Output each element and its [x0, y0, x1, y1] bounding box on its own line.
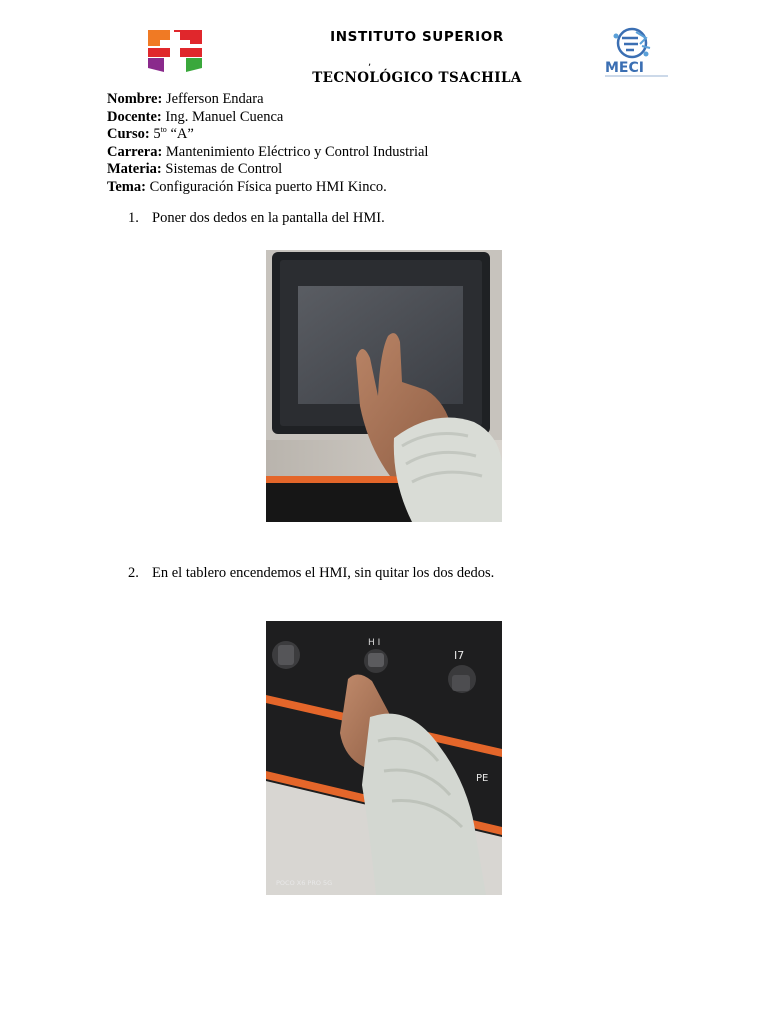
- step-text: Poner dos dedos en la pantalla del HMI.: [152, 210, 385, 226]
- info-row-docente: [107, 109, 428, 127]
- info-row-materia: [107, 161, 428, 179]
- meci-logo: [602, 26, 672, 78]
- camera-watermark: POCO X6 PRO 5G: [276, 879, 333, 887]
- info-row-curso: [107, 126, 428, 144]
- info-value: Ing. Manuel Cuenca: [165, 108, 284, 125]
- institute-name-line1: INSTITUTO SUPERIOR: [330, 29, 504, 45]
- info-label: Nombre:: [107, 91, 163, 107]
- info-label: Carrera:: [107, 143, 163, 160]
- info-value-superscript: to: [160, 125, 167, 135]
- student-info: [107, 91, 428, 197]
- info-label: Tema:: [107, 178, 146, 195]
- info-value: Configuración Física puerto HMI Kinco.: [149, 178, 387, 195]
- info-label: Materia:: [107, 161, 162, 178]
- panel-switch-photo: [266, 621, 502, 895]
- institute-name-line2: TECNOLÓGICO TSACHILA: [312, 70, 522, 86]
- step-number: 1.: [128, 210, 139, 226]
- info-label: Docente:: [107, 108, 162, 125]
- info-value: Mantenimiento Eléctrico y Control Industrial: [165, 143, 429, 160]
- terminal-label: PE: [476, 773, 489, 784]
- step-item: [128, 210, 385, 227]
- step-number: 2.: [128, 565, 139, 581]
- step-item: [128, 565, 494, 582]
- info-label: Curso:: [107, 126, 150, 143]
- step-text: En el tablero encendemos el HMI, sin quitar los dos dedos.: [152, 565, 495, 581]
- meci-logo-text: MECI: [605, 60, 644, 76]
- info-row-carrera: [107, 144, 428, 162]
- switch-label-top: H I: [368, 638, 381, 648]
- info-value: Sistemas de Control: [165, 161, 283, 178]
- institute-separator-mark: ,: [368, 57, 372, 68]
- info-value: 5: [153, 126, 161, 143]
- info-value: Jefferson Endara: [165, 91, 264, 107]
- info-row-nombre: [107, 91, 428, 109]
- info-row-tema: [107, 179, 428, 197]
- info-value-suffix: “A”: [166, 126, 194, 143]
- hmi-touch-photo: [266, 250, 502, 522]
- switch-label-right: I7: [454, 649, 465, 662]
